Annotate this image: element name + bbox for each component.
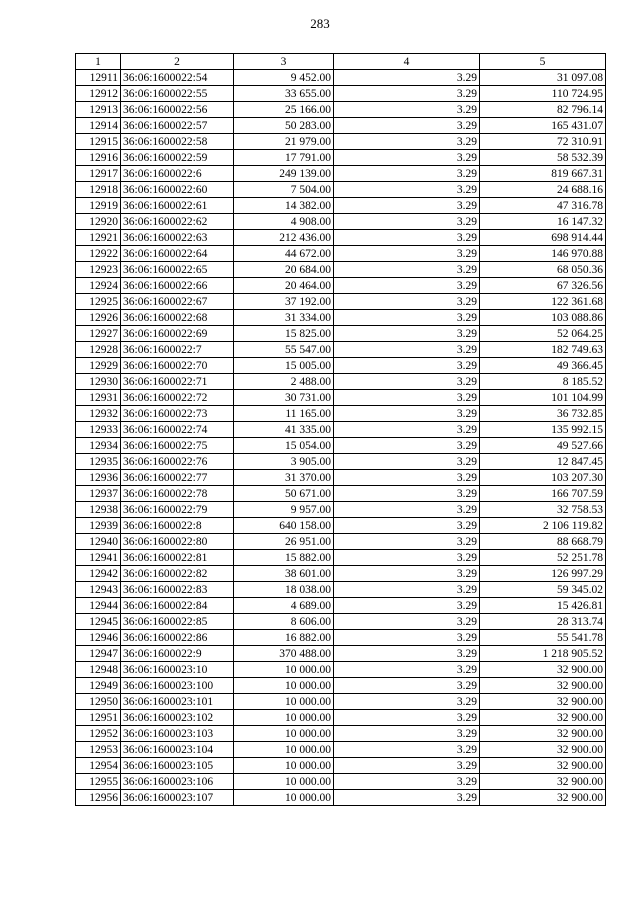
row-number: 12948: [76, 662, 121, 678]
row-number: 12931: [76, 390, 121, 406]
cadastral-number: 36:06:1600022:58: [121, 134, 234, 150]
rate-value: 3.29: [334, 646, 480, 662]
cadastral-number: 36:06:1600022:65: [121, 262, 234, 278]
area-value: 10 000.00: [234, 694, 334, 710]
row-number: 12950: [76, 694, 121, 710]
cadastral-number: 36:06:1600022:69: [121, 326, 234, 342]
cadastral-value: 819 667.31: [480, 166, 606, 182]
table-row: [76, 550, 606, 566]
area-value: 9 957.00: [234, 502, 334, 518]
rate-value: 3.29: [334, 230, 480, 246]
table-row: [76, 70, 606, 86]
cadastral-number: 36:06:1600022:77: [121, 470, 234, 486]
header-col-2: 2: [121, 54, 234, 70]
table-row: [76, 102, 606, 118]
rate-value: 3.29: [334, 486, 480, 502]
area-value: 20 464.00: [234, 278, 334, 294]
rate-value: 3.29: [334, 534, 480, 550]
table-row: [76, 326, 606, 342]
table-row: [76, 678, 606, 694]
area-value: 20 684.00: [234, 262, 334, 278]
cadastral-value: 126 997.29: [480, 566, 606, 582]
cadastral-value: 72 310.91: [480, 134, 606, 150]
cadastral-number: 36:06:1600023:101: [121, 694, 234, 710]
table-row: [76, 790, 606, 806]
table-row: [76, 406, 606, 422]
rate-value: 3.29: [334, 710, 480, 726]
cadastral-value: 32 900.00: [480, 710, 606, 726]
table-row: [76, 182, 606, 198]
cadastral-value: 110 724.95: [480, 86, 606, 102]
area-value: 3 905.00: [234, 454, 334, 470]
area-value: 15 054.00: [234, 438, 334, 454]
cadastral-number: 36:06:1600022:86: [121, 630, 234, 646]
row-number: 12951: [76, 710, 121, 726]
table-row: [76, 630, 606, 646]
cadastral-value: 52 064.25: [480, 326, 606, 342]
cadastral-number: 36:06:1600022:7: [121, 342, 234, 358]
area-value: 2 488.00: [234, 374, 334, 390]
cadastral-value: 82 796.14: [480, 102, 606, 118]
cadastral-number: 36:06:1600022:6: [121, 166, 234, 182]
area-value: 37 192.00: [234, 294, 334, 310]
cadastral-value: 24 688.16: [480, 182, 606, 198]
cadastral-number: 36:06:1600022:79: [121, 502, 234, 518]
area-value: 10 000.00: [234, 774, 334, 790]
cadastral-number: 36:06:1600023:102: [121, 710, 234, 726]
header-col-4: 4: [334, 54, 480, 70]
cadastral-value: 182 749.63: [480, 342, 606, 358]
rate-value: 3.29: [334, 102, 480, 118]
row-number: 12937: [76, 486, 121, 502]
row-number: 12946: [76, 630, 121, 646]
area-value: 7 504.00: [234, 182, 334, 198]
cadastral-value: 88 668.79: [480, 534, 606, 550]
row-number: 12911: [76, 70, 121, 86]
table-row: [76, 230, 606, 246]
cadastral-number: 36:06:1600022:80: [121, 534, 234, 550]
rate-value: 3.29: [334, 182, 480, 198]
rate-value: 3.29: [334, 662, 480, 678]
row-number: 12938: [76, 502, 121, 518]
rate-value: 3.29: [334, 150, 480, 166]
table-row: [76, 390, 606, 406]
rate-value: 3.29: [334, 374, 480, 390]
rate-value: 3.29: [334, 422, 480, 438]
rate-value: 3.29: [334, 598, 480, 614]
rate-value: 3.29: [334, 166, 480, 182]
cadastral-value: 103 088.86: [480, 310, 606, 326]
cadastral-number: 36:06:1600022:72: [121, 390, 234, 406]
area-value: 33 655.00: [234, 86, 334, 102]
row-number: 12953: [76, 742, 121, 758]
cadastral-number: 36:06:1600022:60: [121, 182, 234, 198]
area-value: 11 165.00: [234, 406, 334, 422]
cadastral-value: 166 707.59: [480, 486, 606, 502]
row-number: 12930: [76, 374, 121, 390]
row-number: 12936: [76, 470, 121, 486]
table-row: [76, 342, 606, 358]
rate-value: 3.29: [334, 678, 480, 694]
rate-value: 3.29: [334, 278, 480, 294]
cadastral-value: 15 426.81: [480, 598, 606, 614]
rate-value: 3.29: [334, 630, 480, 646]
rate-value: 3.29: [334, 470, 480, 486]
rate-value: 3.29: [334, 582, 480, 598]
table-row: [76, 438, 606, 454]
table-row: [76, 534, 606, 550]
cadastral-number: 36:06:1600023:10: [121, 662, 234, 678]
cadastral-value: 135 992.15: [480, 422, 606, 438]
row-number: 12935: [76, 454, 121, 470]
rate-value: 3.29: [334, 550, 480, 566]
table-row: [76, 566, 606, 582]
row-number: 12920: [76, 214, 121, 230]
table-row: [76, 614, 606, 630]
table-row: [76, 598, 606, 614]
row-number: 12918: [76, 182, 121, 198]
rate-value: 3.29: [334, 294, 480, 310]
cadastral-number: 36:06:1600022:83: [121, 582, 234, 598]
rate-value: 3.29: [334, 390, 480, 406]
row-number: 12915: [76, 134, 121, 150]
row-number: 12933: [76, 422, 121, 438]
rate-value: 3.29: [334, 262, 480, 278]
table-row: [76, 86, 606, 102]
row-number: 12942: [76, 566, 121, 582]
cadastral-number: 36:06:1600022:56: [121, 102, 234, 118]
cadastral-number: 36:06:1600022:81: [121, 550, 234, 566]
row-number: 12941: [76, 550, 121, 566]
row-number: 12944: [76, 598, 121, 614]
cadastral-number: 36:06:1600022:85: [121, 614, 234, 630]
table-body: [76, 70, 606, 806]
row-number: 12943: [76, 582, 121, 598]
area-value: 31 334.00: [234, 310, 334, 326]
rate-value: 3.29: [334, 726, 480, 742]
rate-value: 3.29: [334, 134, 480, 150]
cadastral-value: 2 106 119.82: [480, 518, 606, 534]
cadastral-value: 52 251.78: [480, 550, 606, 566]
cadastral-value: 28 313.74: [480, 614, 606, 630]
area-value: 10 000.00: [234, 790, 334, 806]
row-number: 12914: [76, 118, 121, 134]
table-row: [76, 278, 606, 294]
page-number: 283: [310, 16, 330, 31]
area-value: 10 000.00: [234, 662, 334, 678]
area-value: 50 283.00: [234, 118, 334, 134]
area-value: 21 979.00: [234, 134, 334, 150]
cadastral-value: 165 431.07: [480, 118, 606, 134]
row-number: 12913: [76, 102, 121, 118]
table-row: [76, 262, 606, 278]
rate-value: 3.29: [334, 454, 480, 470]
table-row: [76, 470, 606, 486]
table-row: [76, 374, 606, 390]
header-col-5: 5: [480, 54, 606, 70]
table-row: [76, 758, 606, 774]
row-number: 12954: [76, 758, 121, 774]
table-row: [76, 166, 606, 182]
area-value: 41 335.00: [234, 422, 334, 438]
row-number: 12940: [76, 534, 121, 550]
area-value: 10 000.00: [234, 726, 334, 742]
rate-value: 3.29: [334, 518, 480, 534]
cadastral-number: 36:06:1600023:106: [121, 774, 234, 790]
area-value: 16 882.00: [234, 630, 334, 646]
rate-value: 3.29: [334, 742, 480, 758]
cadastral-number: 36:06:1600022:54: [121, 70, 234, 86]
cadastral-value: 32 900.00: [480, 790, 606, 806]
table-row: [76, 774, 606, 790]
cadastral-number: 36:06:1600022:68: [121, 310, 234, 326]
table-row: [76, 118, 606, 134]
header-col-1: 1: [76, 54, 121, 70]
table-row: [76, 726, 606, 742]
cadastral-number: 36:06:1600022:71: [121, 374, 234, 390]
cadastral-number: 36:06:1600023:103: [121, 726, 234, 742]
table-row: [76, 310, 606, 326]
area-value: 640 158.00: [234, 518, 334, 534]
cadastral-number: 36:06:1600022:61: [121, 198, 234, 214]
row-number: 12924: [76, 278, 121, 294]
row-number: 12945: [76, 614, 121, 630]
table-row: [76, 150, 606, 166]
rate-value: 3.29: [334, 214, 480, 230]
cadastral-value: 12 847.45: [480, 454, 606, 470]
row-number: 12955: [76, 774, 121, 790]
table-row: [76, 646, 606, 662]
cadastral-value: 67 326.56: [480, 278, 606, 294]
row-number: 12921: [76, 230, 121, 246]
cadastral-value: 32 758.53: [480, 502, 606, 518]
area-value: 4 689.00: [234, 598, 334, 614]
cadastral-value: 32 900.00: [480, 742, 606, 758]
area-value: 30 731.00: [234, 390, 334, 406]
rate-value: 3.29: [334, 406, 480, 422]
cadastral-value: 103 207.30: [480, 470, 606, 486]
area-value: 4 908.00: [234, 214, 334, 230]
cadastral-value: 32 900.00: [480, 662, 606, 678]
table-row: [76, 662, 606, 678]
rate-value: 3.29: [334, 614, 480, 630]
area-value: 18 038.00: [234, 582, 334, 598]
area-value: 44 672.00: [234, 246, 334, 262]
cadastral-value: 16 147.32: [480, 214, 606, 230]
table-row: [76, 502, 606, 518]
row-number: 12939: [76, 518, 121, 534]
rate-value: 3.29: [334, 198, 480, 214]
rate-value: 3.29: [334, 774, 480, 790]
rate-value: 3.29: [334, 342, 480, 358]
row-number: 12952: [76, 726, 121, 742]
area-value: 15 882.00: [234, 550, 334, 566]
cadastral-number: 36:06:1600023:100: [121, 678, 234, 694]
row-number: 12947: [76, 646, 121, 662]
table-row: [76, 742, 606, 758]
cadastral-value: 32 900.00: [480, 758, 606, 774]
rate-value: 3.29: [334, 758, 480, 774]
cadastral-value: 31 097.08: [480, 70, 606, 86]
rate-value: 3.29: [334, 438, 480, 454]
area-value: 14 382.00: [234, 198, 334, 214]
row-number: 12926: [76, 310, 121, 326]
area-value: 8 606.00: [234, 614, 334, 630]
cadastral-value: 59 345.02: [480, 582, 606, 598]
row-number: 12919: [76, 198, 121, 214]
table-row: [76, 198, 606, 214]
cadastral-number: 36:06:1600023:104: [121, 742, 234, 758]
table-row: [76, 518, 606, 534]
table-header: [76, 54, 606, 70]
cadastral-value: 55 541.78: [480, 630, 606, 646]
cadastral-value: 146 970.88: [480, 246, 606, 262]
cadastral-value: 32 900.00: [480, 726, 606, 742]
row-number: 12928: [76, 342, 121, 358]
cadastral-number: 36:06:1600023:105: [121, 758, 234, 774]
rate-value: 3.29: [334, 326, 480, 342]
cadastral-number: 36:06:1600022:75: [121, 438, 234, 454]
rate-value: 3.29: [334, 86, 480, 102]
row-number: 12916: [76, 150, 121, 166]
cadastral-value: 47 316.78: [480, 198, 606, 214]
row-number: 12922: [76, 246, 121, 262]
table-row: [76, 134, 606, 150]
cadastral-number: 36:06:1600022:82: [121, 566, 234, 582]
cadastral-number: 36:06:1600022:76: [121, 454, 234, 470]
cadastral-number: 36:06:1600022:62: [121, 214, 234, 230]
row-number: 12927: [76, 326, 121, 342]
cadastral-number: 36:06:1600022:8: [121, 518, 234, 534]
cadastral-number: 36:06:1600022:55: [121, 86, 234, 102]
cadastral-number: 36:06:1600022:64: [121, 246, 234, 262]
cadastral-value: 32 900.00: [480, 678, 606, 694]
header-col-3: 3: [234, 54, 334, 70]
rate-value: 3.29: [334, 790, 480, 806]
cadastral-number: 36:06:1600022:73: [121, 406, 234, 422]
table-row: [76, 294, 606, 310]
rate-value: 3.29: [334, 246, 480, 262]
area-value: 25 166.00: [234, 102, 334, 118]
area-value: 10 000.00: [234, 758, 334, 774]
cadastral-number: 36:06:1600022:57: [121, 118, 234, 134]
area-value: 10 000.00: [234, 710, 334, 726]
row-number: 12956: [76, 790, 121, 806]
cadastral-number: 36:06:1600022:63: [121, 230, 234, 246]
area-value: 10 000.00: [234, 742, 334, 758]
cadastral-value: 68 050.36: [480, 262, 606, 278]
cadastral-table: [75, 53, 606, 806]
rate-value: 3.29: [334, 310, 480, 326]
table-row: [76, 246, 606, 262]
cadastral-value: 58 532.39: [480, 150, 606, 166]
row-number: 12934: [76, 438, 121, 454]
cadastral-value: 101 104.99: [480, 390, 606, 406]
rate-value: 3.29: [334, 118, 480, 134]
cadastral-number: 36:06:1600022:66: [121, 278, 234, 294]
cadastral-value: 1 218 905.52: [480, 646, 606, 662]
cadastral-value: 698 914.44: [480, 230, 606, 246]
area-value: 9 452.00: [234, 70, 334, 86]
area-value: 50 671.00: [234, 486, 334, 502]
cadastral-number: 36:06:1600022:84: [121, 598, 234, 614]
table-row: [76, 358, 606, 374]
area-value: 15 825.00: [234, 326, 334, 342]
cadastral-number: 36:06:1600022:59: [121, 150, 234, 166]
area-value: 370 488.00: [234, 646, 334, 662]
cadastral-value: 32 900.00: [480, 694, 606, 710]
table-row: [76, 214, 606, 230]
row-number: 12923: [76, 262, 121, 278]
cadastral-value: 49 366.45: [480, 358, 606, 374]
area-value: 249 139.00: [234, 166, 334, 182]
table-row: [76, 422, 606, 438]
area-value: 212 436.00: [234, 230, 334, 246]
cadastral-number: 36:06:1600022:67: [121, 294, 234, 310]
rate-value: 3.29: [334, 566, 480, 582]
table-row: [76, 694, 606, 710]
row-number: 12912: [76, 86, 121, 102]
area-value: 55 547.00: [234, 342, 334, 358]
cadastral-value: 8 185.52: [480, 374, 606, 390]
area-value: 26 951.00: [234, 534, 334, 550]
table-row: [76, 486, 606, 502]
area-value: 10 000.00: [234, 678, 334, 694]
cadastral-value: 36 732.85: [480, 406, 606, 422]
row-number: 12929: [76, 358, 121, 374]
cadastral-number: 36:06:1600023:107: [121, 790, 234, 806]
table-row: [76, 454, 606, 470]
area-value: 17 791.00: [234, 150, 334, 166]
table-row: [76, 710, 606, 726]
cadastral-value: 49 527.66: [480, 438, 606, 454]
row-number: 12932: [76, 406, 121, 422]
area-value: 38 601.00: [234, 566, 334, 582]
row-number: 12949: [76, 678, 121, 694]
area-value: 15 005.00: [234, 358, 334, 374]
rate-value: 3.29: [334, 358, 480, 374]
table-row: [76, 582, 606, 598]
area-value: 31 370.00: [234, 470, 334, 486]
cadastral-number: 36:06:1600022:9: [121, 646, 234, 662]
rate-value: 3.29: [334, 70, 480, 86]
cadastral-value: 122 361.68: [480, 294, 606, 310]
row-number: 12925: [76, 294, 121, 310]
cadastral-number: 36:06:1600022:74: [121, 422, 234, 438]
row-number: 12917: [76, 166, 121, 182]
rate-value: 3.29: [334, 694, 480, 710]
cadastral-value: 32 900.00: [480, 774, 606, 790]
header-row: [76, 54, 606, 70]
cadastral-number: 36:06:1600022:70: [121, 358, 234, 374]
cadastral-number: 36:06:1600022:78: [121, 486, 234, 502]
rate-value: 3.29: [334, 502, 480, 518]
